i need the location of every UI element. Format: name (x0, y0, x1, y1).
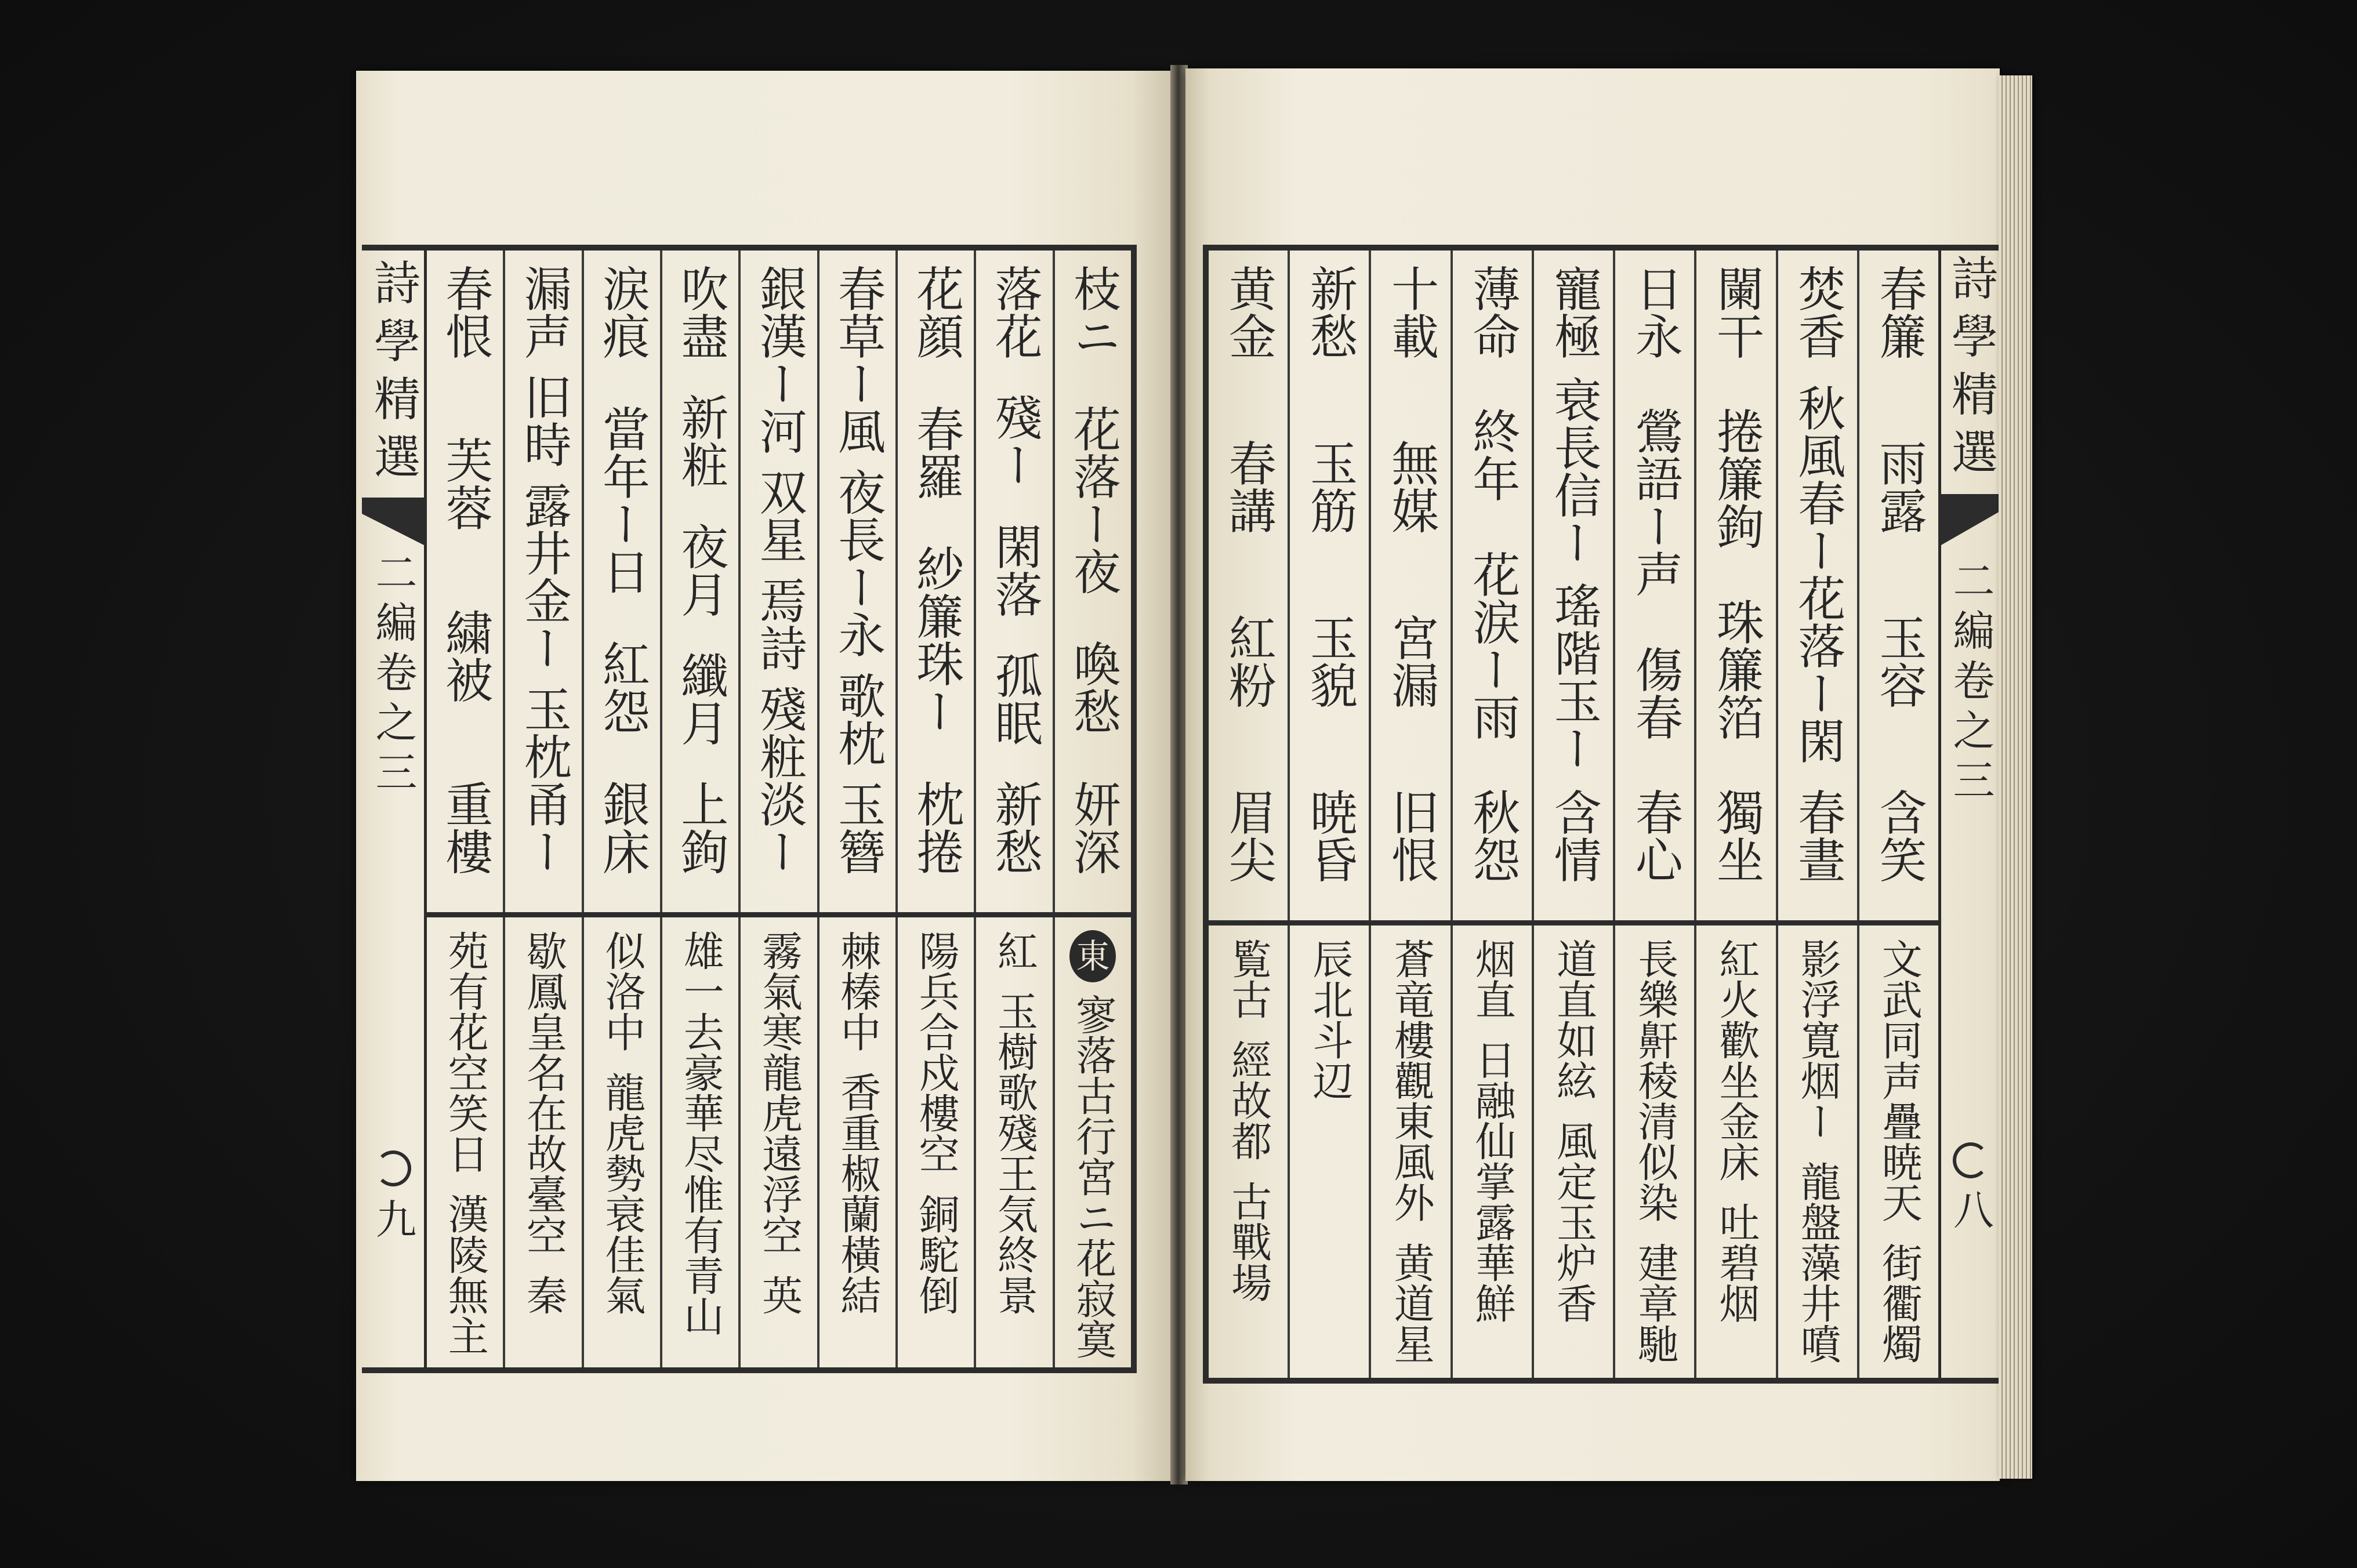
right-page-text-area (1209, 251, 1938, 1378)
vocabulary-entry: 珠簾箔 (1709, 597, 1764, 741)
left-page-upper-column-9 (427, 251, 505, 912)
left-page-center-column (362, 251, 427, 1367)
poem-text: 似洛中 (598, 930, 646, 1052)
poem-text: 秦 (520, 1275, 568, 1315)
vocabulary-entry: 獨坐 (1709, 787, 1764, 883)
vocabulary-entry: 傷春 (1627, 645, 1683, 741)
volume-label: 二編卷之三 (368, 551, 418, 800)
poem-text: 建章馳 (1631, 1242, 1679, 1364)
poem-text: 吐碧烟 (1712, 1202, 1760, 1323)
poem-text: 覧古 (1224, 938, 1272, 1019)
poem-text: 霧氣寒龍虎遠浮空 (755, 930, 803, 1255)
right-page-print-frame (1203, 245, 2000, 1384)
left-page-upper-column-1 (1055, 251, 1131, 912)
right-page-upper-column-9 (1209, 251, 1290, 920)
vocabulary-entry: 無媒 (1383, 439, 1439, 534)
right-page-upper-column-5 (1534, 251, 1615, 920)
poem-text: 街衢燭 (1875, 1242, 1923, 1364)
vocabulary-entry: 玉簪 (830, 780, 886, 875)
left-page-upper-column-5 (741, 251, 819, 912)
vocabulary-entry: 妍深 (1065, 779, 1121, 875)
vocabulary-entry: 紅粉 (1221, 614, 1277, 709)
vocabulary-entry: 春恨 (437, 264, 493, 360)
poem-text: 道直如絃 (1550, 938, 1598, 1101)
vocabulary-entry: 新粧 (673, 393, 728, 489)
vocabulary-entry: 花涙ー雨 (1464, 550, 1520, 741)
vocabulary-entry: 殘ー (987, 393, 1043, 489)
page-number: 九 (369, 1198, 417, 1239)
right-page-lower-column-8 (1290, 925, 1371, 1378)
vocabulary-entry: 喚愁 (1065, 640, 1121, 735)
poem-text: 苑有花空笑日 (441, 930, 489, 1174)
left-page-upper-column-6 (662, 251, 741, 912)
vocabulary-entry: 黄金 (1221, 264, 1277, 360)
vocabulary-entry: 露井金ー (516, 481, 572, 672)
poem-text: 歇鳳皇名在故臺空 (520, 930, 568, 1255)
right-page-lower-column-4 (1615, 925, 1696, 1378)
book-title: 詩學精選 (1943, 254, 1998, 486)
poem-text: 日融仙掌露華鮮 (1468, 1039, 1517, 1323)
left-page-lower-section (427, 917, 1131, 1367)
right-page-lower-column-3 (1696, 925, 1778, 1378)
vocabulary-entry: 落花 (987, 264, 1043, 360)
right-page-upper-column-2 (1778, 251, 1859, 920)
page-number-circle-mark (375, 1150, 411, 1186)
vocabulary-entry: 日永 (1627, 264, 1683, 360)
poem-text: 經故都 (1224, 1039, 1272, 1161)
vocabulary-entry: 漏声 (516, 264, 572, 360)
vocabulary-entry: 春草ー風 (830, 264, 886, 455)
vocabulary-entry: 紅怨 (594, 640, 650, 735)
vocabulary-entry: 雨露 (1871, 439, 1927, 534)
vocabulary-entry: 纖月 (673, 651, 728, 746)
right-page-upper-column-8 (1290, 251, 1371, 920)
left-page-lower-column-3 (898, 917, 976, 1367)
left-page-lower-column-1 (1055, 917, 1131, 1367)
poem-text: 紅火歡坐金床 (1712, 938, 1760, 1182)
poem-text: 棘榛中 (833, 930, 882, 1052)
vocabulary-entry: 秋怨 (1464, 787, 1520, 883)
vocabulary-entry: 春簾 (1871, 264, 1927, 360)
left-page-lower-column-7 (584, 917, 662, 1367)
vocabulary-entry: 玉枕甬ー (516, 685, 572, 875)
vocabulary-entry: 含笑 (1871, 788, 1927, 883)
poem-text: 古戰場 (1224, 1181, 1272, 1302)
left-page-upper-section (427, 251, 1131, 917)
poem-text: 風定玉炉香 (1550, 1120, 1598, 1323)
right-page-lower-column-6 (1453, 925, 1534, 1378)
page-number-circle-mark (1953, 1142, 1989, 1178)
vocabulary-entry: 枝ニ (1065, 264, 1121, 360)
vocabulary-entry: 春晝 (1790, 788, 1845, 883)
vocabulary-entry: 焉詩 (752, 576, 807, 672)
vocabulary-entry: 歌枕 (830, 672, 886, 767)
vocabulary-entry: 捲簾鉤 (1709, 407, 1764, 550)
left-page-lower-column-6 (662, 917, 741, 1367)
vocabulary-entry: 花顔 (908, 264, 964, 360)
vocabulary-entry: 殘粧淡ー (752, 685, 807, 875)
vocabulary-entry: 秋風春ー花落ー閑 (1790, 383, 1845, 764)
poem-text: 玉樹歌殘王気終景 (991, 990, 1039, 1315)
vocabulary-entry: 暁昏 (1302, 788, 1358, 883)
vocabulary-entry: 衰長信ー (1546, 375, 1602, 566)
fish-tail-mark (362, 498, 424, 545)
poem-text: 黄道星 (1387, 1242, 1435, 1364)
vocabulary-entry: 春講 (1221, 439, 1277, 534)
left-page-lower-column-9 (427, 917, 505, 1367)
page-number: 八 (1946, 1189, 1995, 1229)
poem-text: 影浮寛烟ー (1794, 938, 1842, 1141)
vocabulary-entry: 花落ー夜 (1065, 404, 1121, 595)
right-page-upper-column-6 (1453, 251, 1534, 920)
vocabulary-entry: 十載 (1383, 264, 1439, 360)
right-page-lower-section (1209, 925, 1938, 1378)
vocabulary-entry: 銀床 (594, 779, 650, 875)
left-page-lower-column-8 (505, 917, 583, 1367)
poem-text: 烟直 (1468, 938, 1517, 1019)
vocabulary-entry: 眉尖 (1221, 788, 1277, 883)
right-page-upper-column-3 (1696, 251, 1778, 920)
poem-text: 蒼竜樓觀東風外 (1387, 938, 1435, 1222)
poem-text: 香重椒蘭橫結 (833, 1072, 882, 1315)
right-page-lower-column-1 (1859, 925, 1938, 1378)
left-page (356, 71, 1173, 1481)
vocabulary-entry: 上鉤 (673, 780, 728, 875)
right-page-upper-column-4 (1615, 251, 1696, 920)
poem-text: 英 (755, 1275, 803, 1315)
vocabulary-entry: 吹盡 (673, 264, 728, 360)
right-page-lower-column-5 (1534, 925, 1615, 1378)
vocabulary-entry: 繍被 (437, 608, 493, 703)
poem-text: 紅 (991, 930, 1039, 971)
left-page-upper-column-2 (976, 251, 1054, 912)
vocabulary-entry: 寵極 (1546, 264, 1602, 360)
vocabulary-entry: 夜長ー永 (830, 468, 886, 658)
vocabulary-entry: 春羅 (908, 404, 964, 500)
right-page-upper-column-7 (1371, 251, 1452, 920)
right-page-upper-column-1 (1859, 251, 1938, 920)
right-page-center-column (1938, 251, 2000, 1378)
vocabulary-entry: 宮漏 (1383, 614, 1439, 709)
vocabulary-entry: 玉筋 (1302, 439, 1358, 534)
vocabulary-entry: 焚香 (1790, 264, 1845, 360)
poem-text: 陽兵合戍樓空 (912, 930, 960, 1174)
vocabulary-entry: 枕捲 (908, 779, 964, 875)
vocabulary-entry: 紗簾珠ー (908, 545, 964, 735)
right-page-lower-column-7 (1371, 925, 1452, 1378)
poem-text: 寥落古行宮ニ花寂寞 (1069, 994, 1117, 1359)
right-page-upper-section (1209, 251, 1938, 925)
poem-text: 雄一去豪華尽惟有青山 (677, 930, 725, 1336)
vocabulary-entry: 薄命 (1464, 264, 1520, 360)
vocabulary-entry: 瑤階玉ー (1546, 582, 1602, 772)
left-page-upper-column-3 (898, 251, 976, 912)
poem-text: 龍盤藻井噴 (1794, 1161, 1842, 1364)
right-page-lower-column-2 (1778, 925, 1859, 1378)
left-page-upper-column-4 (819, 251, 898, 912)
vocabulary-entry: 春心 (1627, 787, 1683, 883)
left-page-upper-column-7 (584, 251, 662, 912)
right-page-lower-column-9 (1209, 925, 1290, 1378)
poem-text: 漢陵無主 (441, 1193, 489, 1356)
poem-text: 文武同声疊暁天 (1875, 938, 1923, 1222)
vocabulary-entry: 閑落 (987, 522, 1043, 618)
vocabulary-entry: 旧恨 (1383, 788, 1439, 883)
book-title: 詩學精選 (366, 259, 420, 491)
poem-text: 銅駝倒 (912, 1193, 960, 1315)
vocabulary-entry: 新愁 (1302, 264, 1358, 360)
poem-text: 辰北斗辺 (1306, 938, 1354, 1101)
vocabulary-entry: 當年ー日 (594, 404, 650, 595)
vocabulary-entry: 銀漢ー河 (752, 264, 807, 455)
vocabulary-entry: 含情 (1546, 787, 1602, 883)
vocabulary-entry: 闌干 (1709, 264, 1764, 360)
vocabulary-entry: 芙蓉 (437, 436, 493, 532)
vocabulary-entry: 夜月 (673, 522, 728, 618)
vocabulary-entry: 孤眠 (987, 651, 1043, 746)
vocabulary-entry: 終年 (1464, 407, 1520, 503)
volume-label: 二編卷之三 (1946, 559, 1995, 808)
left-page-upper-column-8 (505, 251, 583, 912)
poem-text: 長樂鼾稜清似染 (1631, 938, 1679, 1222)
vocabulary-entry: 新愁 (987, 780, 1043, 875)
left-page-lower-column-4 (819, 917, 898, 1367)
left-page-print-frame (362, 245, 1137, 1373)
vocabulary-entry: 双星 (752, 468, 807, 563)
left-page-lower-column-5 (741, 917, 819, 1367)
vocabulary-entry: 涙痕 (594, 264, 650, 360)
vocabulary-entry: 鶯語ー声 (1627, 407, 1683, 598)
left-page-lower-column-2 (976, 917, 1054, 1367)
section-stamp-badge: 東 (1069, 930, 1116, 982)
left-page-text-area (427, 251, 1131, 1367)
vocabulary-entry: 重樓 (437, 779, 493, 875)
vocabulary-entry: 旧時 (516, 373, 572, 468)
poem-text: 龍虎勢衰佳氣 (598, 1072, 646, 1315)
vocabulary-entry: 玉容 (1871, 614, 1927, 709)
page-edges-stack (1999, 75, 2032, 1479)
right-page (1185, 68, 2000, 1481)
fish-tail-mark (1941, 494, 2000, 545)
vocabulary-entry: 玉貌 (1302, 614, 1358, 709)
